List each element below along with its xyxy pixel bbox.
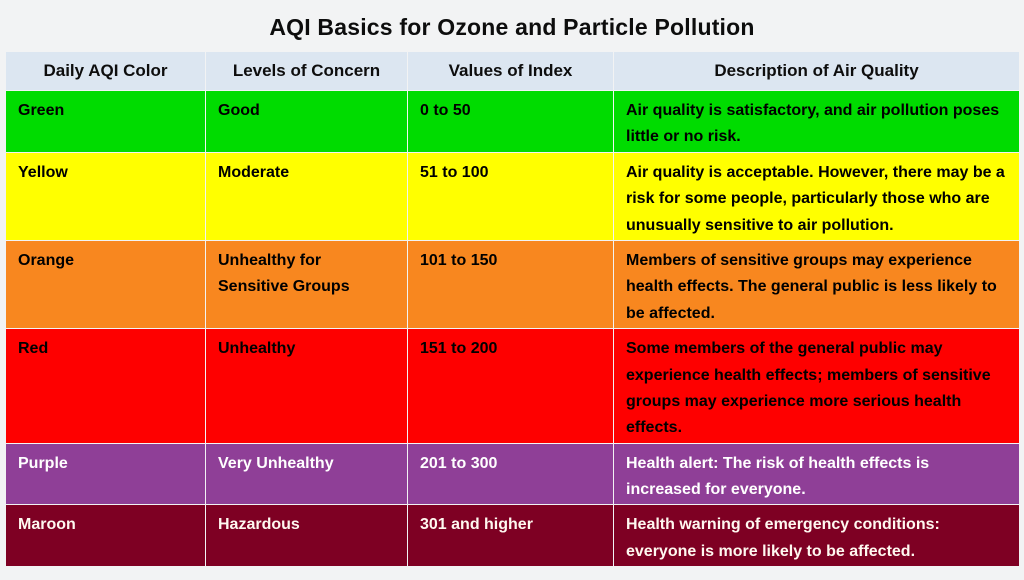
cell-description: Air quality is acceptable. However, there may be a risk for some people, particularly those who are unusually sensitive to air pollution. [614, 152, 1020, 240]
column-header-daily-aqi-color: Daily AQI Color [6, 52, 206, 91]
cell-color: Maroon [6, 505, 206, 567]
cell-level: Very Unhealthy [206, 443, 408, 505]
cell-values: 51 to 100 [408, 152, 614, 240]
cell-description: Some members of the general public may experience health effects; members of sensitive groups may experience more serious health effects. [614, 329, 1020, 444]
cell-description: Health alert: The risk of health effects is increased for everyone. [614, 443, 1020, 505]
table-row-green [6, 91, 1020, 153]
cell-description: Air quality is satisfactory, and air pollution poses little or no risk. [614, 91, 1020, 153]
table-row-maroon [6, 505, 1020, 567]
page-title: AQI Basics for Ozone and Particle Pollution [269, 14, 755, 40]
cell-values: 101 to 150 [408, 240, 614, 328]
cell-values: 151 to 200 [408, 329, 614, 444]
cell-values: 201 to 300 [408, 443, 614, 505]
cell-level: Hazardous [206, 505, 408, 567]
cell-level: Unhealthy [206, 329, 408, 444]
aqi-table [5, 51, 1020, 567]
cell-color: Red [6, 329, 206, 444]
cell-values: 0 to 50 [408, 91, 614, 153]
table-row-orange [6, 240, 1020, 328]
table-row-purple [6, 443, 1020, 505]
cell-color: Purple [6, 443, 206, 505]
cell-level: Moderate [206, 152, 408, 240]
column-header-values-of-index: Values of Index [408, 52, 614, 91]
cell-description: Members of sensitive groups may experience health effects. The general public is less likely to be affected. [614, 240, 1020, 328]
cell-description: Health warning of emergency conditions: everyone is more likely to be affected. [614, 505, 1020, 567]
cell-color: Orange [6, 240, 206, 328]
cell-color: Green [6, 91, 206, 153]
table-row-red [6, 329, 1020, 444]
column-header-description: Description of Air Quality [614, 52, 1020, 91]
table-header-row [6, 52, 1020, 91]
cell-level: Good [206, 91, 408, 153]
table-row-yellow [6, 152, 1020, 240]
column-header-levels-of-concern: Levels of Concern [206, 52, 408, 91]
cell-values: 301 and higher [408, 505, 614, 567]
cell-level: Unhealthy for Sensitive Groups [206, 240, 408, 328]
cell-color: Yellow [6, 152, 206, 240]
